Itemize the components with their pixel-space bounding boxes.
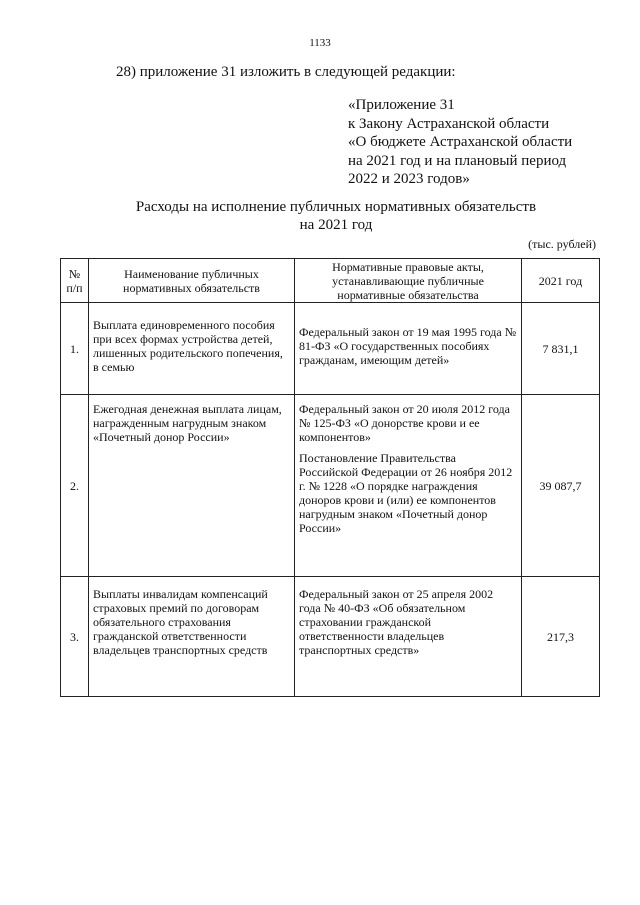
row-act: Федеральный закон от 25 апреля 2002 года № 40-ФЗ «Об обязательном страховании гражданской ответственности владельцев транспортных средств» bbox=[299, 587, 494, 657]
document-title bbox=[0, 198, 640, 234]
obligations-table bbox=[60, 258, 600, 697]
title-line: Расходы на исполнение публичных нормативных обязательств bbox=[135, 199, 537, 215]
appendix-line: «Приложение 31 bbox=[348, 97, 455, 113]
row-acts bbox=[295, 303, 522, 395]
row-value: 39 087,7 bbox=[522, 395, 600, 577]
title-line: на 2021 год bbox=[299, 217, 373, 233]
appendix-reference bbox=[348, 96, 572, 189]
row-name: Выплаты инвалидам компенсаций страховых премий по договорам обязательного страхования гражданской ответственности владельцев транспортных средств bbox=[89, 577, 295, 697]
table-header-row bbox=[61, 259, 600, 303]
header-year: 2021 год bbox=[522, 259, 600, 303]
row-value: 217,3 bbox=[522, 577, 600, 697]
row-num: 2. bbox=[61, 395, 89, 577]
row-act: Постановление Правительства Российской Федерации от 26 ноября 2012 г. № 1228 «О порядке награждения доноров крови и (или) ее компонентов нагрудным знаком «Почетный донор России» bbox=[299, 451, 513, 535]
row-acts bbox=[295, 395, 522, 577]
header-acts: Нормативные правовые акты, устанавливающие публичные нормативные обязательства bbox=[295, 259, 522, 303]
appendix-line: «О бюджете Астраханской области bbox=[348, 134, 573, 150]
table-row bbox=[61, 303, 600, 395]
header-num: № п/п bbox=[61, 259, 89, 303]
table-row bbox=[61, 577, 600, 697]
intro-paragraph: 28) приложение 31 изложить в следующей редакции: bbox=[116, 64, 456, 80]
header-name: Наименование публичных нормативных обязательств bbox=[89, 259, 295, 303]
appendix-line: 2022 и 2023 годов» bbox=[348, 171, 470, 187]
row-act: Федеральный закон от 19 мая 1995 года № 81-ФЗ «О государственных пособиях гражданам, имеющим детей» bbox=[299, 324, 517, 367]
row-num: 1. bbox=[61, 303, 89, 395]
row-acts bbox=[295, 577, 522, 697]
row-name: Ежегодная денежная выплата лицам, награжденным нагрудным знаком «Почетный донор России» bbox=[89, 395, 295, 577]
row-num: 3. bbox=[61, 577, 89, 697]
row-act: Федеральный закон от 20 июля 2012 года № 125-ФЗ «О донорстве крови и ее компонентов» bbox=[299, 402, 510, 444]
appendix-line: на 2021 год и на плановый период bbox=[348, 152, 567, 169]
table-row bbox=[61, 395, 600, 577]
appendix-line: к Закону Астраханской области bbox=[348, 115, 550, 132]
units-label: (тыс. рублей) bbox=[528, 237, 596, 251]
page-number: 1133 bbox=[309, 37, 331, 49]
row-name: Выплата единовременного пособия при всех формах устройства детей, лишенных родительского попечения, в семью bbox=[89, 303, 295, 395]
row-value: 7 831,1 bbox=[522, 303, 600, 395]
